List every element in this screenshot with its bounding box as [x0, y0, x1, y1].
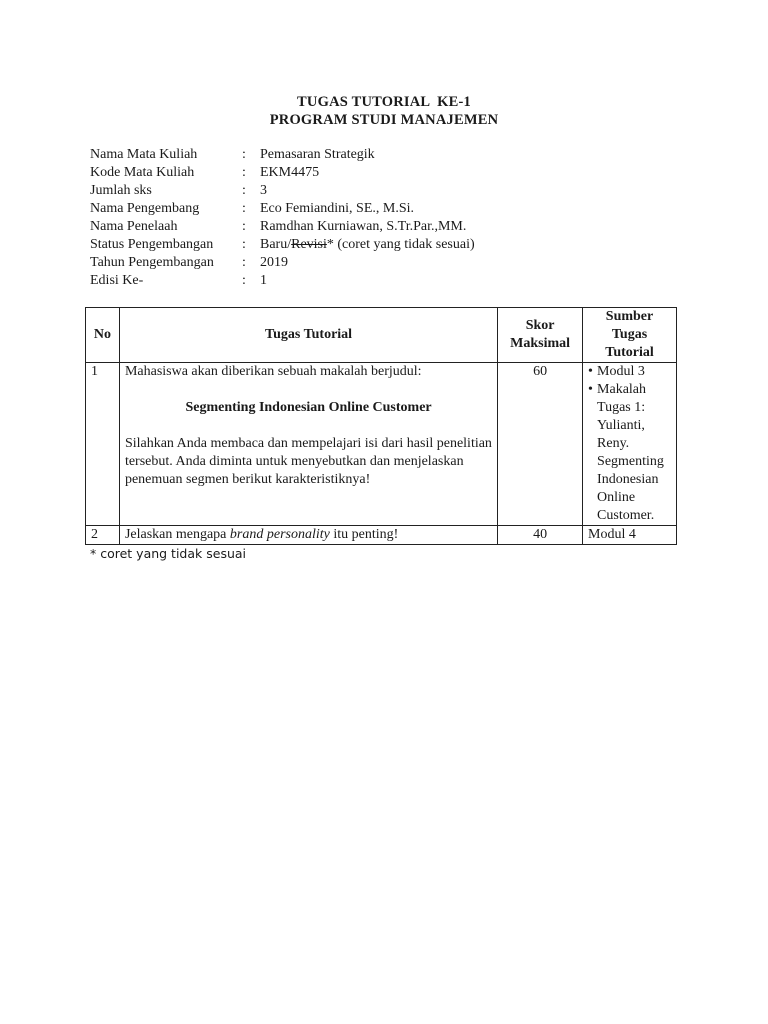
cell-no: 2	[86, 526, 120, 545]
list-item: • Makalah Tugas 1: Yulianti, Reny. Segmenting Indonesian Online Customer.	[588, 381, 671, 525]
cell-source	[583, 363, 677, 526]
course-info	[90, 146, 475, 290]
info-colon: :	[242, 237, 246, 252]
info-row-reviewer	[90, 218, 475, 236]
info-label: Nama Penelaah	[90, 219, 178, 234]
header-score	[498, 308, 583, 363]
cell-task	[119, 526, 497, 545]
table-header-row	[86, 308, 677, 363]
task-intro: Mahasiswa akan diberikan sebuah makalah berjudul:	[124, 364, 422, 379]
header-score-line: Skor	[525, 318, 555, 333]
document-title: TUGAS TUTORIAL KE-1	[297, 94, 471, 110]
header-no: No	[86, 308, 120, 363]
info-row-credits	[90, 182, 475, 200]
source-list	[588, 363, 671, 525]
info-row-course-name	[90, 146, 475, 164]
info-label: Status Pengembangan	[90, 237, 214, 252]
info-colon: :	[242, 183, 246, 198]
info-row-course-code	[90, 164, 475, 182]
header-score-line: Maksimal	[510, 336, 571, 351]
info-value: Pemasaran Strategik	[260, 147, 375, 162]
info-label: Tahun Pengembangan	[90, 255, 214, 270]
info-label: Jumlah sks	[90, 183, 152, 198]
info-value: Eco Femiandini, SE., M.Si.	[260, 201, 414, 216]
info-colon: :	[242, 201, 246, 216]
info-colon: :	[242, 165, 246, 180]
cell-source: Modul 4	[583, 526, 677, 545]
list-item: • Modul 3	[588, 363, 671, 381]
status-new: Baru/	[260, 237, 292, 252]
cell-no: 1	[86, 363, 120, 526]
info-value	[260, 236, 475, 254]
info-value: Ramdhan Kurniawan, S.Tr.Par.,MM.	[260, 219, 467, 234]
header-task: Tugas Tutorial	[119, 308, 497, 363]
info-label: Nama Pengembang	[90, 201, 200, 216]
info-label: Kode Mata Kuliah	[90, 165, 195, 180]
header-source-line: Sumber	[605, 309, 654, 324]
cell-score: 60	[498, 363, 583, 526]
tasks-table	[85, 307, 677, 545]
footnote: * coret yang tidak sesuai	[90, 546, 247, 561]
info-row-development-year	[90, 254, 475, 272]
task-text: Jelaskan mengapa	[124, 527, 230, 542]
info-colon: :	[242, 273, 246, 288]
info-colon: :	[242, 219, 246, 234]
status-note: * (coret yang tidak sesuai)	[326, 237, 475, 252]
info-row-development-status	[90, 236, 475, 254]
header-source-line: Tutorial	[605, 345, 654, 360]
info-value: EKM4475	[260, 165, 320, 180]
info-label: Nama Mata Kuliah	[90, 147, 198, 162]
task-paper-title: Segmenting Indonesian Online Customer	[185, 400, 432, 415]
info-colon: :	[242, 255, 246, 270]
info-value: 3	[260, 183, 267, 198]
info-value: 1	[260, 273, 267, 288]
task-text-italic: brand personality	[229, 527, 330, 542]
cell-score: 40	[498, 526, 583, 545]
task-description: Silahkan Anda membaca dan mempelajari isi dari hasil penelitian tersebut. Anda diminta untuk menyebutkan dan menjelaskan penemuan segmen berikut karakteristiknya!	[124, 436, 492, 487]
info-label: Edisi Ke-	[90, 273, 144, 288]
table-row	[86, 526, 677, 545]
info-row-edition	[90, 272, 475, 290]
task-text: itu penting!	[329, 527, 399, 542]
info-value: 2019	[260, 255, 288, 270]
header-source	[583, 308, 677, 363]
header-source-line: Tugas	[611, 327, 648, 342]
info-row-developer	[90, 200, 475, 218]
status-revision-struck: Revisi	[291, 237, 327, 252]
table-row	[86, 363, 677, 526]
cell-task	[119, 363, 497, 526]
info-colon: :	[242, 147, 246, 162]
program-title: PROGRAM STUDI MANAJEMEN	[269, 112, 499, 128]
